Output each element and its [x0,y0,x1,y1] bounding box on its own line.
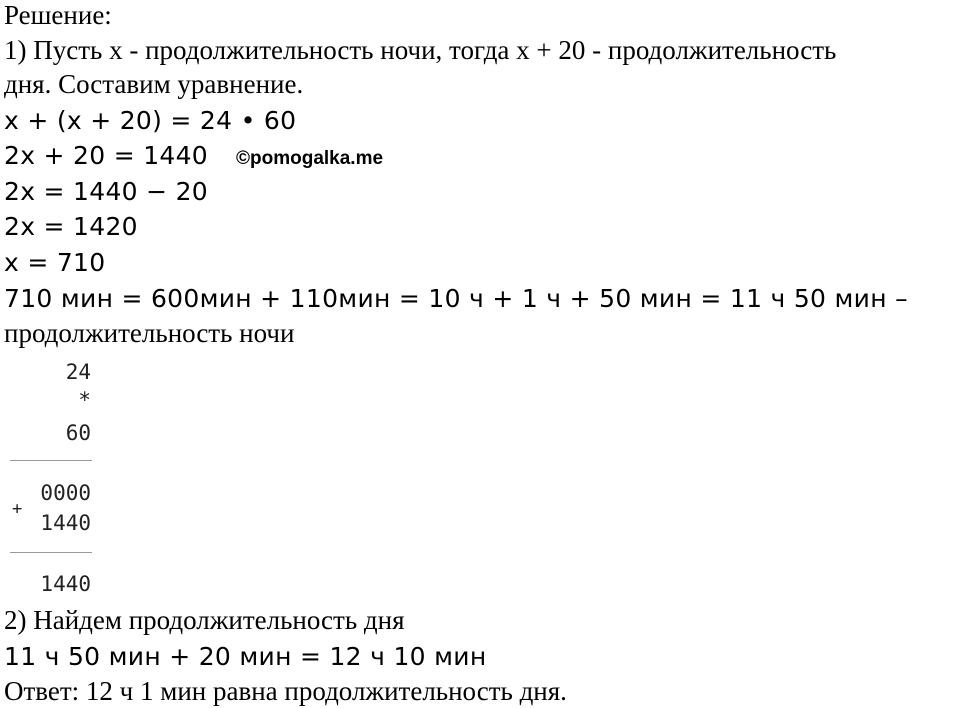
step1-statement-line2: дня. Составим уравнение. [4,69,304,99]
equation-4: 2x = 1420 [4,212,138,241]
calc-rule-bottom [10,552,92,553]
equation-2: 2x + 20 = 1440 [4,141,209,170]
partial-product-1: 0000 [40,481,91,505]
partial-product-2: 1440 [40,511,91,535]
equation-1: x + (x + 20) = 24 • 60 [4,106,297,135]
calc-rule-top [10,460,92,461]
answer-line: Ответ: 12 ч 1 мин равна продолжительность дня. [4,676,567,706]
watermark-text: ©pomogalka.me [236,148,384,169]
step1-conclusion: продолжительность ночи [4,318,295,348]
step2-title: 2) Найдем продолжительность дня [4,605,405,635]
multiplicand: 24 [65,360,91,384]
plus-operator: + [12,499,23,519]
equation-5: x = 710 [4,248,106,277]
step1-statement-line1: 1) Пусть x - продолжительность ночи, тогда x + 20 - продолжительность [4,35,837,65]
multiplier: 60 [65,421,91,445]
column-multiplication [10,358,94,598]
equation-3: 2x = 1440 − 20 [4,177,209,206]
equation-6: 710 мин = 600мин + 110мин = 10 ч + 1 ч + 50 мин = 11 ч 50 мин – [4,284,908,313]
multiply-operator: * [78,388,91,412]
step2-equation: 11 ч 50 мин + 20 мин = 12 ч 10 мин [4,642,487,671]
product-result: 1440 [40,572,91,596]
solution-heading: Решение: [4,0,112,30]
